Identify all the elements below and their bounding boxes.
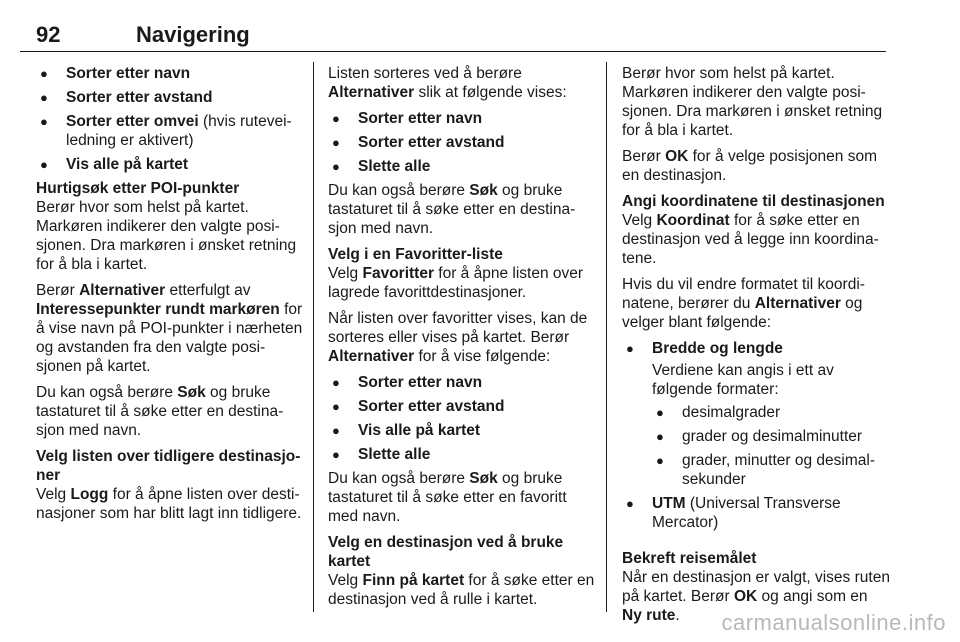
section-heading: Velg listen over tidligere destinasjoner xyxy=(36,448,301,484)
list-item-label: UTM xyxy=(652,495,686,512)
menu-term: Søk xyxy=(177,384,206,401)
header-divider xyxy=(20,51,886,52)
page-title: Navigering xyxy=(136,22,250,47)
paragraph xyxy=(36,485,304,523)
page-header xyxy=(20,20,886,50)
list-item: ● Sorter etter navn xyxy=(328,373,596,392)
text: Du kan også berøre xyxy=(328,182,470,199)
list-item: ● Sorter etter navn xyxy=(328,109,596,128)
list-item: ● Slette alle xyxy=(328,157,596,176)
page-number: 92 xyxy=(36,22,61,47)
menu-term: Logg xyxy=(70,486,109,503)
sublist-item: ● grader og desimalminutter xyxy=(652,427,890,446)
paragraph xyxy=(622,147,890,185)
text: Når listen over favoritter vises, kan de sorteres eller vises på kartet. Berør xyxy=(328,310,588,346)
text: for å velge posisjonen som en destinasjon. xyxy=(622,148,877,184)
list-item: ● Sorter etter avstand xyxy=(328,133,596,152)
paragraph xyxy=(328,309,596,366)
menu-term: Søk xyxy=(469,182,498,199)
column-1 xyxy=(36,64,304,530)
list-item-label: Bredde og lengde xyxy=(652,340,783,357)
coordinate-format-list xyxy=(622,339,890,532)
menu-term: Koordinat xyxy=(656,212,730,229)
list-item: ● Vis alle på kartet xyxy=(36,155,304,174)
paragraph xyxy=(328,64,596,102)
list-item: ● Slette alle xyxy=(328,445,596,464)
section-heading: Velg i en Favoritter-liste xyxy=(328,246,503,263)
menu-term: OK xyxy=(733,588,758,605)
text: og angi som en xyxy=(757,588,868,605)
menu-term: OK xyxy=(665,148,689,165)
text: Berør xyxy=(622,148,666,165)
text: for å åpne listen over lagrede favorittdestinasjoner. xyxy=(328,265,584,301)
list-item xyxy=(36,112,304,150)
text: Verdiene kan angis i ett av følgende formater: xyxy=(652,362,834,398)
text: for å vise følgende: xyxy=(414,348,551,365)
paragraph xyxy=(36,383,304,440)
section-heading: Bekreft reisemålet xyxy=(622,550,757,567)
column-2 xyxy=(328,64,596,616)
paragraph xyxy=(328,469,596,526)
menu-term: Alternativer xyxy=(79,282,166,299)
paragraph xyxy=(622,275,890,332)
text: Velg xyxy=(328,572,363,589)
column-3 xyxy=(622,64,890,632)
text: Du kan også berøre xyxy=(36,384,178,401)
list-item-description xyxy=(652,361,890,489)
text: Velg xyxy=(36,486,71,503)
text: (Universal Transverse Mercator) xyxy=(652,495,841,531)
list-item: ● Sorter etter navn xyxy=(36,64,304,83)
text: etterfulgt av xyxy=(165,282,251,299)
column-divider-2 xyxy=(606,62,607,612)
list-item: ● Sorter etter avstand xyxy=(328,397,596,416)
text: og bruke tastaturet til å søke etter en destinasjon med navn. xyxy=(328,182,576,237)
menu-term: Søk xyxy=(469,470,498,487)
text: Hvis du vil endre formatet til koordinatene, berører du xyxy=(622,276,865,312)
text: for å vise navn på POI-punkter i nærheten og avstanden fra den valgte posisjonen på kartet. xyxy=(36,301,303,375)
menu-term: Alternativer xyxy=(328,348,415,365)
favorites-options-list xyxy=(328,373,596,464)
text: for å åpne listen over destinasjoner som har blitt lagt inn tidligere. xyxy=(36,486,302,522)
paragraph xyxy=(328,264,596,302)
text: Velg xyxy=(328,265,363,282)
text: for å søke etter en destinasjon ved å rulle i kartet. xyxy=(328,572,595,608)
text: og bruke tastaturet til å søke etter en favoritt med navn. xyxy=(328,470,567,525)
menu-term: Ny rute xyxy=(622,607,676,624)
menu-term: Alternativer xyxy=(328,84,415,101)
format-sublist xyxy=(652,403,890,489)
menu-term: Favoritter xyxy=(362,265,434,282)
text: og bruke tastaturet til å søke etter en destinasjon med navn. xyxy=(36,384,284,439)
list-item xyxy=(622,339,890,489)
column-divider-1 xyxy=(313,62,314,612)
paragraph xyxy=(622,211,890,268)
text: . xyxy=(675,607,680,624)
text: Velg xyxy=(622,212,657,229)
paragraph xyxy=(328,571,596,609)
sublist-item: ● grader, minutter og desimalsekunder xyxy=(652,451,890,489)
paragraph xyxy=(36,281,304,376)
sort-options-list xyxy=(36,64,304,174)
list-item: ● Vis alle på kartet xyxy=(328,421,596,440)
text: Listen sorteres ved å berøre xyxy=(328,65,522,82)
text: Du kan også berøre xyxy=(328,470,470,487)
text: slik at følgende vises: xyxy=(414,84,567,101)
list-item xyxy=(622,494,890,532)
section-heading: Velg en destinasjon ved å bruke kartet xyxy=(328,534,564,570)
text: for å søke etter en destinasjon ved å legge inn koordinatene. xyxy=(622,212,879,267)
sort-options-list xyxy=(328,109,596,176)
list-item-note: (hvis ruteveiledning er aktivert) xyxy=(66,113,292,149)
menu-term: Interessepunkter rundt markøren xyxy=(36,301,280,318)
menu-term: Alternativer xyxy=(754,295,841,312)
section-heading: Hurtigsøk etter POI-punkter xyxy=(36,180,240,197)
paragraph: Berør hvor som helst på kartet. Markøren indikerer den valgte posisjonen. Dra markøren i ønsket retning for å bla i kartet. xyxy=(36,199,297,273)
text: Når en destinasjon er valgt, vises ruten på kartet. Berør xyxy=(622,569,890,605)
section-heading: Angi koordinatene til destinasjonen xyxy=(622,193,885,210)
list-item: ● Sorter etter avstand xyxy=(36,88,304,107)
text: og velger blant følgende: xyxy=(622,295,863,331)
paragraph: Berør hvor som helst på kartet. Markøren indikerer den valgte posisjonen. Dra markøren i ønsket retning for å bla i kartet. xyxy=(622,65,883,139)
paragraph xyxy=(328,181,596,238)
watermark: carmanualsonline.info xyxy=(721,610,946,635)
menu-term: Finn på kartet xyxy=(362,572,465,589)
sublist-item: ● desimalgrader xyxy=(652,403,890,422)
list-item-label: Sorter etter omvei xyxy=(66,113,199,130)
text: Berør xyxy=(36,282,80,299)
